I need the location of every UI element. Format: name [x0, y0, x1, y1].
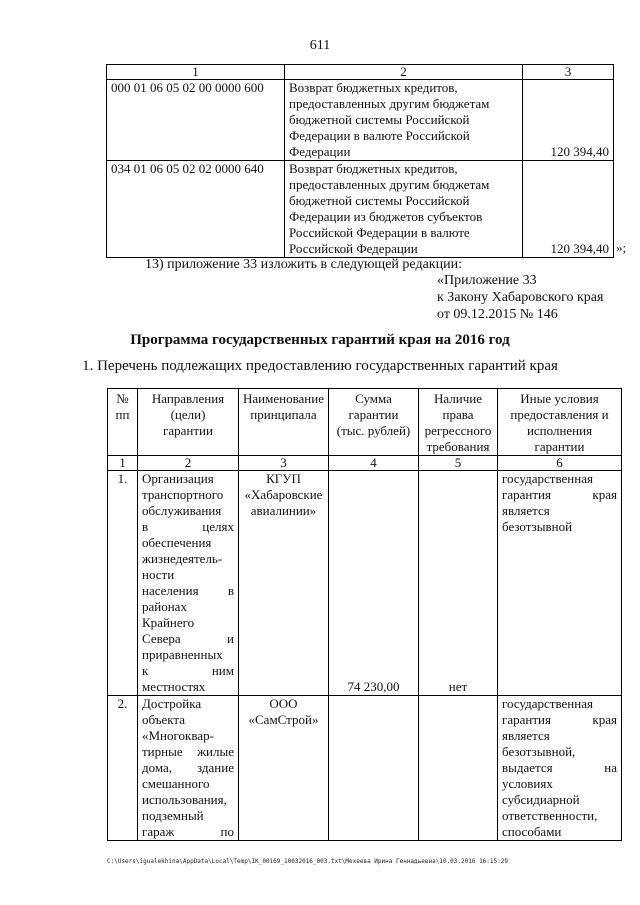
guarantee-amount	[329, 696, 419, 841]
column-number: 3	[239, 456, 329, 471]
cell-line: №	[116, 391, 129, 406]
cell-line: (цели)	[170, 407, 206, 422]
cell-line: обслуживания	[142, 503, 222, 518]
cell-line: права	[442, 407, 474, 422]
guarantees-table	[107, 388, 622, 841]
cell-line: пп	[115, 407, 130, 422]
cell-line: гарантия края	[502, 712, 617, 727]
row-amount: 120 394,40	[523, 161, 614, 258]
cell-line: безотзывной,	[502, 744, 576, 759]
cell-line: местностях	[142, 679, 206, 694]
cell-line: гарантии	[348, 407, 399, 422]
cell-line: условиях	[502, 776, 553, 791]
cell-line: является	[502, 728, 550, 743]
table-row	[108, 696, 622, 841]
cell-line: (тыс. рублей)	[336, 423, 411, 438]
appendix-line: «Приложение 33	[437, 273, 537, 288]
document-title: Программа государственных гарантий края на 2016 год	[130, 332, 510, 348]
cell-line: выдается на	[502, 760, 617, 775]
regress-right	[419, 696, 498, 841]
top-table-header-cell: 3	[523, 65, 614, 80]
cell-line: Наличие	[434, 391, 482, 406]
other-conditions	[498, 471, 622, 696]
cell-line: в целях	[142, 519, 234, 534]
cell-line: способами	[502, 824, 562, 839]
header-cell-regress	[419, 389, 498, 456]
cell-line: «СамСтрой»	[248, 712, 319, 727]
cell-line: регрессного	[424, 423, 492, 438]
cell-line: смешанного	[142, 776, 210, 791]
cell-line: Организация	[142, 471, 214, 486]
cell-line: Иные условия	[520, 391, 599, 406]
cell-line: требования	[426, 439, 490, 454]
principal-name	[239, 471, 329, 696]
cell-line: гарантия края	[502, 487, 617, 502]
cell-line: Направления	[151, 391, 225, 406]
cell-line: тирные жилые	[142, 744, 234, 759]
cell-line: государственная	[502, 696, 593, 711]
guarantee-amount: 74 230,00	[329, 471, 419, 696]
table-row	[107, 161, 614, 258]
header-cell-number	[108, 389, 138, 456]
row-number: 1.	[108, 471, 138, 696]
cell-line: безотзывной	[502, 519, 573, 534]
table-row	[107, 80, 614, 161]
column-number: 2	[138, 456, 239, 471]
column-number: 4	[329, 456, 419, 471]
column-number: 1	[108, 456, 138, 471]
column-number: 6	[498, 456, 622, 471]
cell-line: является	[502, 503, 550, 518]
cell-line: бюджетной системы Российской	[289, 112, 470, 127]
cell-line: Возврат бюджетных кредитов,	[289, 80, 458, 95]
cell-line: Возврат бюджетных кредитов,	[289, 161, 458, 176]
appendix-line: от 09.12.2015 № 146	[437, 307, 558, 322]
header-cell-amount	[329, 389, 419, 456]
cell-line: «Многоквар-	[142, 728, 214, 743]
row-description	[285, 161, 523, 258]
cell-line: исполнения	[526, 423, 593, 438]
closing-quote-suffix: »;	[616, 240, 627, 255]
column-numbers-row	[108, 456, 622, 471]
top-table-header-cell: 1	[107, 65, 285, 80]
cell-line: бюджетной системы Российской	[289, 193, 470, 208]
top-table-header-cell: 2	[285, 65, 523, 80]
cell-line: Сумма	[355, 391, 392, 406]
cell-line: обеспечения	[142, 535, 212, 550]
cell-line: гарантии	[534, 439, 585, 454]
cell-line: к ним	[142, 663, 234, 678]
guarantee-direction	[138, 696, 239, 841]
cell-line: Наименование	[243, 391, 324, 406]
amendment-paragraph: 13) приложение 33 изложить в следующей редакции:	[145, 257, 462, 272]
section-subtitle: 1. Перечень подлежащих предоставлению государственных гарантий края	[82, 358, 558, 374]
header-cell-direction	[138, 389, 239, 456]
cell-line: предоставленных другим бюджетам	[289, 96, 490, 111]
budget-code: 000 01 06 05 02 00 0000 600	[107, 80, 285, 161]
regress-right: нет	[419, 471, 498, 696]
file-path-footer: C:\Users\igualekhina\AppData\Local\Temp\IK_00169_10032016_003.txt\Мехеева Ирина Геннадьевна\10.03.2016 16:15:29	[107, 858, 508, 865]
cell-line: Российской Федерации	[289, 241, 418, 256]
cell-line: «Хабаровские	[244, 487, 323, 502]
header-cell-principal	[239, 389, 329, 456]
row-number: 2.	[108, 696, 138, 841]
cell-line: населения в	[142, 583, 234, 598]
appendix-line: к Закону Хабаровского края	[437, 290, 604, 305]
cell-line: ности	[142, 567, 175, 582]
cell-line: жизнедеятель-	[142, 551, 223, 566]
cell-line: объекта	[142, 712, 186, 727]
cell-line: предоставленных другим бюджетам	[289, 177, 490, 192]
cell-line: Крайнего	[142, 615, 195, 630]
other-conditions	[498, 696, 622, 841]
appendix-reference	[437, 272, 603, 323]
cell-line: Российской Федерации в валюте	[289, 225, 470, 240]
guarantees-table-header-row	[108, 389, 622, 456]
cell-line: субсидиарной	[502, 792, 580, 807]
cell-line: подземный	[142, 808, 204, 823]
cell-line: гараж по	[142, 824, 234, 839]
cell-line: Федерации в валюте Российской	[289, 128, 470, 143]
cell-line: дома, здание	[142, 760, 234, 775]
cell-line: Федерации из бюджетов субъектов	[289, 209, 483, 224]
top-table	[106, 64, 614, 258]
cell-line: транспортного	[142, 487, 224, 502]
cell-line: предоставления и	[510, 407, 609, 422]
cell-line: Федерации	[289, 144, 351, 159]
budget-code: 034 01 06 05 02 02 0000 640	[107, 161, 285, 258]
cell-line: государственная	[502, 471, 593, 486]
cell-line: ООО	[269, 696, 298, 711]
cell-line: приравненных	[142, 647, 223, 662]
top-table-header-row	[107, 65, 614, 80]
cell-line: авиалинии»	[250, 503, 317, 518]
cell-line: Севера и	[142, 631, 234, 646]
cell-line: ответственности,	[502, 808, 598, 823]
page-number: 611	[309, 38, 331, 53]
row-amount: 120 394,40	[523, 80, 614, 161]
cell-line: Достройка	[142, 696, 202, 711]
principal-name	[239, 696, 329, 841]
header-cell-conditions	[498, 389, 622, 456]
table-row	[108, 471, 622, 696]
cell-line: использования,	[142, 792, 227, 807]
cell-line: КГУП	[266, 471, 301, 486]
guarantee-direction	[138, 471, 239, 696]
cell-line: районах	[142, 599, 187, 614]
column-number: 5	[419, 456, 498, 471]
cell-line: гарантии	[163, 423, 213, 438]
row-description	[285, 80, 523, 161]
cell-line: принципала	[250, 407, 317, 422]
